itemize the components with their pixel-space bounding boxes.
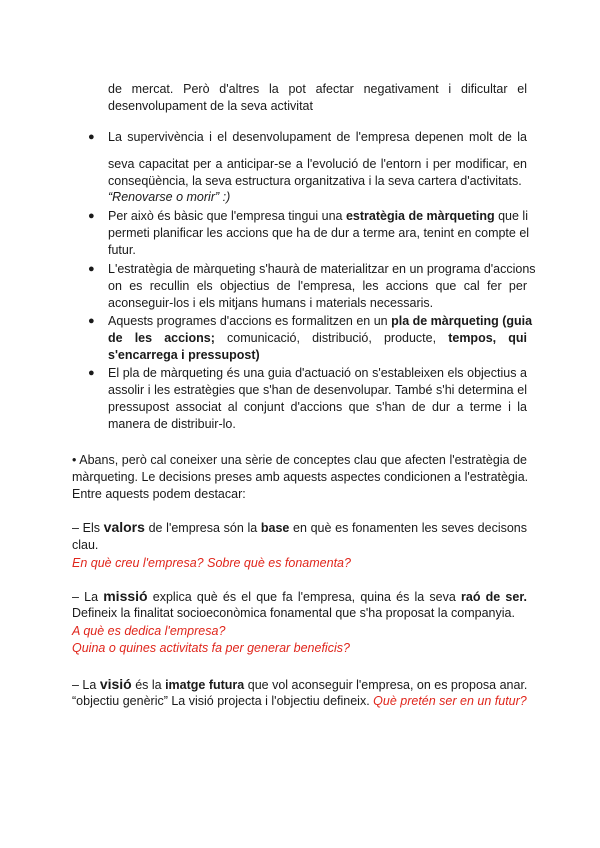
text-line: Defineix la finalitat socioeconòmica fonamental que s'ha proposat la companyia. bbox=[72, 606, 515, 620]
text-line: s'encarrega i pressupost) bbox=[108, 348, 260, 362]
text-line: Entre aquests podem destacar: bbox=[72, 487, 246, 501]
text-line: permeti planificar les accions que ha de dur a terme ara, tenint en compte el bbox=[108, 226, 530, 240]
text-line: Aquests programes d'accions es formalitzen en un pla de màrqueting (guia bbox=[108, 314, 533, 328]
text-line: “Renovarse o morir” :) bbox=[108, 190, 231, 204]
bullet-icon: ● bbox=[88, 315, 95, 327]
text-line: futur. bbox=[108, 243, 136, 257]
text-line: assolir i les estratègies que s'han de desenvolupar. També s'hi determina el bbox=[108, 383, 527, 397]
text-line: L'estratègia de màrqueting s'haurà de materialitzar en un programa d'accions bbox=[108, 262, 536, 276]
text-line: màrqueting. Le decisions preses amb aquests aspectes condicionen a l'estratègia. bbox=[72, 470, 529, 484]
text-line: – Els valors de l'empresa són la base en què es fonamenten les seves decisons bbox=[72, 519, 528, 535]
bullet-icon: ● bbox=[88, 210, 95, 222]
bullet-icon: ● bbox=[88, 131, 95, 143]
text-line: desenvolupament de la seva activitat bbox=[108, 99, 313, 113]
text-line: La supervivència i el desenvolupament de l'empresa depenen molt de la bbox=[108, 130, 527, 144]
text-line: – La visió és la imatge futura que vol aconseguir l'empresa, on es proposa anar. bbox=[72, 676, 528, 692]
bullet-icon: ● bbox=[88, 263, 95, 275]
question-text: En què creu l'empresa? Sobre què es fonamenta? bbox=[72, 556, 351, 570]
text-line: on es recullin els objectius de l'empresa, les accions que cal fer per bbox=[108, 279, 527, 293]
text-line: El pla de màrqueting és una guia d'actuació on s'estableixen els objectius a bbox=[108, 366, 527, 380]
text-line: pressupost associat al conjunt d'accions que s'han de dur a terme i la bbox=[108, 400, 527, 414]
bullet-icon: ● bbox=[88, 367, 95, 379]
text-line: de mercat. Però d'altres la pot afectar negativament i dificultar el bbox=[108, 82, 527, 96]
text-line: clau. bbox=[72, 538, 99, 552]
text-line: “objectiu genèric” La visió projecta i l'objectiu defineix. Què pretén ser en un futur? bbox=[72, 694, 527, 708]
text-line: aconseguir-los i els mitjans humans i materials necessaris. bbox=[108, 296, 434, 310]
text-line: – La missió explica què és el que fa l'empresa, quina és la seva raó de ser. bbox=[72, 588, 527, 604]
text-line: seva capacitat per a anticipar-se a l'evolució de l'entorn i per modificar, en bbox=[108, 157, 527, 171]
text-line: de les accions; comunicació, distribució, producte, tempos, qui bbox=[108, 331, 527, 345]
text-line: • Abans, però cal coneixer una sèrie de conceptes clau que afecten l'estratègia de bbox=[72, 453, 527, 467]
text-line: conseqüència, la seva estructura organitzativa i la seva cartera d'activitats. bbox=[108, 174, 522, 188]
question-text: A què es dedica l'empresa? bbox=[72, 624, 226, 638]
text-line: Per això és bàsic que l'empresa tingui una estratègia de màrqueting que li bbox=[108, 209, 528, 223]
question-text: Quina o quines activitats fa per generar beneficis? bbox=[72, 641, 350, 655]
text-line: manera de distribuir-lo. bbox=[108, 417, 236, 431]
